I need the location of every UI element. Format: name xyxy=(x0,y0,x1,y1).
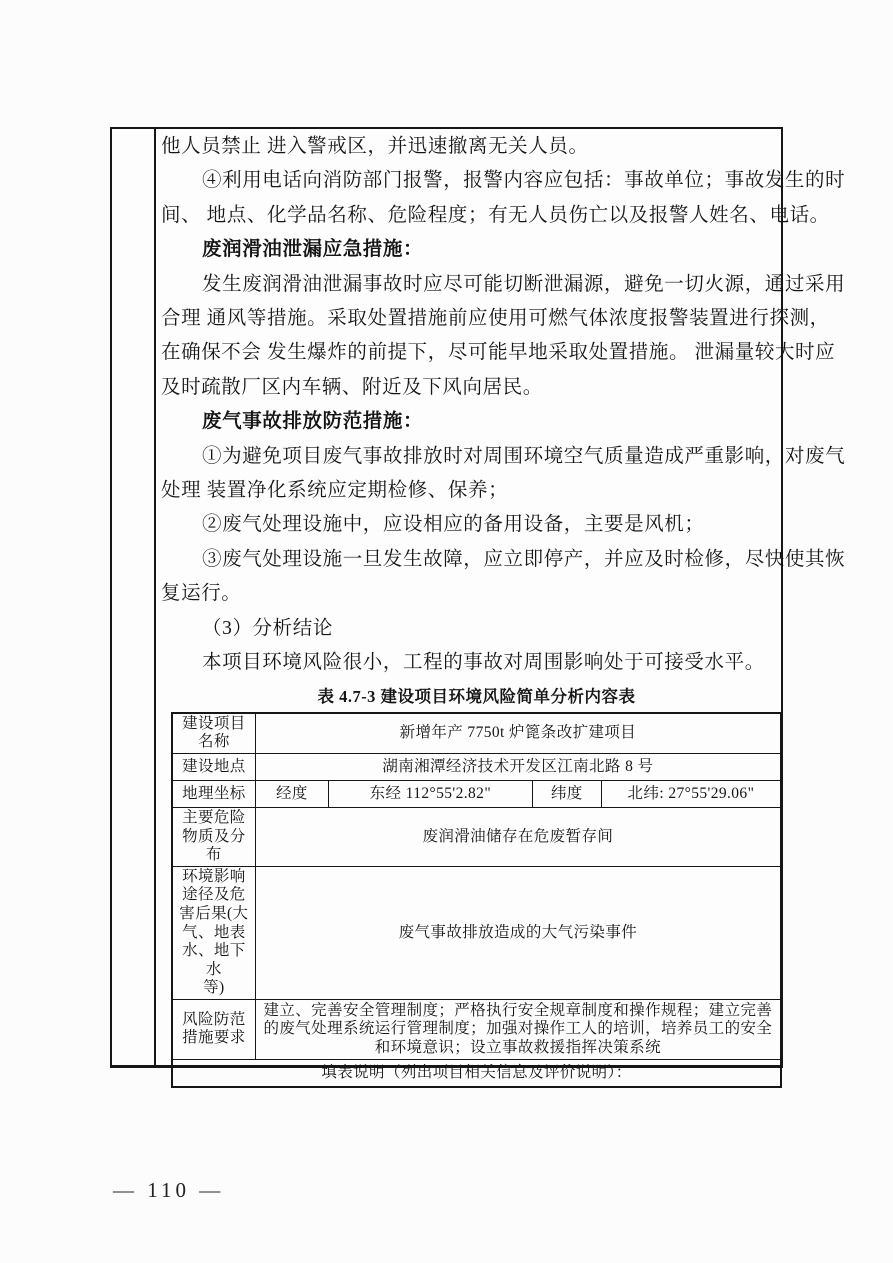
risk-analysis-table xyxy=(171,712,782,1089)
table-row xyxy=(172,754,781,781)
cell-form-note: 填表说明（列出项目相关信息及评价说明）： xyxy=(172,1059,781,1087)
text-line: 处理 装置净化系统应定期检修、保养； xyxy=(161,480,509,502)
cell-prevention-value: 建立、完善安全管理制度；严格执行安全规章制度和操作规程；建立完善 的废气处理系统运行管理制度；加强对操作工人的培训，培养员工的安全 和环境意识；设立事故救援指挥决策系统 xyxy=(255,999,781,1059)
cell-location-label: 建设地点 xyxy=(172,754,255,781)
document-frame xyxy=(110,127,846,1081)
page-number: — 110 — xyxy=(113,1178,225,1202)
text-line: ①为避免项目废气事故排放时对周围环境空气质量造成严重影响，对废气 xyxy=(202,445,846,467)
text-line: 发生废润滑油泄漏事故时应尽可能切断泄漏源，避免一切火源，通过采用 xyxy=(202,273,846,295)
cell-latitude-value: 北纬: 27°55'29.06" xyxy=(601,781,781,808)
table-row xyxy=(172,866,781,999)
table-row xyxy=(172,999,781,1059)
cell-impact-label: 环境影响 途径及危 害后果(大 气、地表 水、地下水 等) xyxy=(172,866,255,999)
text-line: 本项目环境风险很小，工程的事故对周围影响处于可接受水平。 xyxy=(202,652,765,674)
text-line: 在确保不会 发生爆炸的前提下，尽可能早地采取处置措施。 泄漏量较大时应 xyxy=(161,342,836,364)
risk-table-body xyxy=(172,713,781,1088)
table-row xyxy=(172,713,781,754)
table-row xyxy=(172,781,781,808)
table-row xyxy=(172,1059,781,1087)
cell-project-name-value: 新增年产 7750t 炉篦条改扩建项目 xyxy=(255,713,781,754)
cell-impact-value: 废气事故排放造成的大气污染事件 xyxy=(255,866,781,999)
text-line: 及时疏散厂区内车辆、附近及下风向居民。 xyxy=(161,376,543,398)
text-line: 合理 通风等措施。采取处置措施前应使用可燃气体浓度报警装置进行探测， xyxy=(161,308,830,330)
cell-coordinates-label: 地理坐标 xyxy=(172,781,255,808)
section-heading: 废气事故排放防范措施： xyxy=(202,411,424,433)
section-heading: 废润滑油泄漏应急措施： xyxy=(202,239,424,261)
cell-longitude-label: 经度 xyxy=(255,781,328,808)
text-line: ②废气处理设施中，应设相应的备用设备，主要是风机； xyxy=(202,514,705,536)
cell-longitude-value: 东经 112°55'2.82" xyxy=(329,781,533,808)
form-left-column xyxy=(112,129,156,1065)
text-line: 复运行。 xyxy=(161,583,242,605)
cell-location-value: 湖南湘潭经济技术开发区江南北路 8 号 xyxy=(255,754,781,781)
text-line: （3）分析结论 xyxy=(202,617,333,639)
cell-prevention-label: 风险防范 措施要求 xyxy=(172,999,255,1059)
cell-hazard-label: 主要危险 物质及分 布 xyxy=(172,808,255,867)
text-line: ④利用电话向消防部门报警，报警内容应包括：事故单位；事故发生的时 xyxy=(202,170,846,192)
table-row xyxy=(172,808,781,867)
form-main-cell xyxy=(156,129,846,1081)
cell-latitude-label: 纬度 xyxy=(532,781,601,808)
cell-hazard-value: 废润滑油储存在危废暂存间 xyxy=(255,808,781,867)
text-line: ③废气处理设施一旦发生故障，应立即停产，并应及时检修，尽快使其恢 xyxy=(202,548,846,570)
text-line: 他人员禁止 进入警戒区，并迅速撤离无关人员。 xyxy=(161,136,589,157)
content-lines xyxy=(161,129,845,681)
cell-project-name-label: 建设项目 名称 xyxy=(172,713,255,754)
text-line: 间、 地点、化学品名称、危险程度；有无人员伤亡以及报警人姓名、电话。 xyxy=(161,204,830,226)
table-title: 表 4.7-3 建设项目环境风险简单分析内容表 xyxy=(317,686,636,706)
